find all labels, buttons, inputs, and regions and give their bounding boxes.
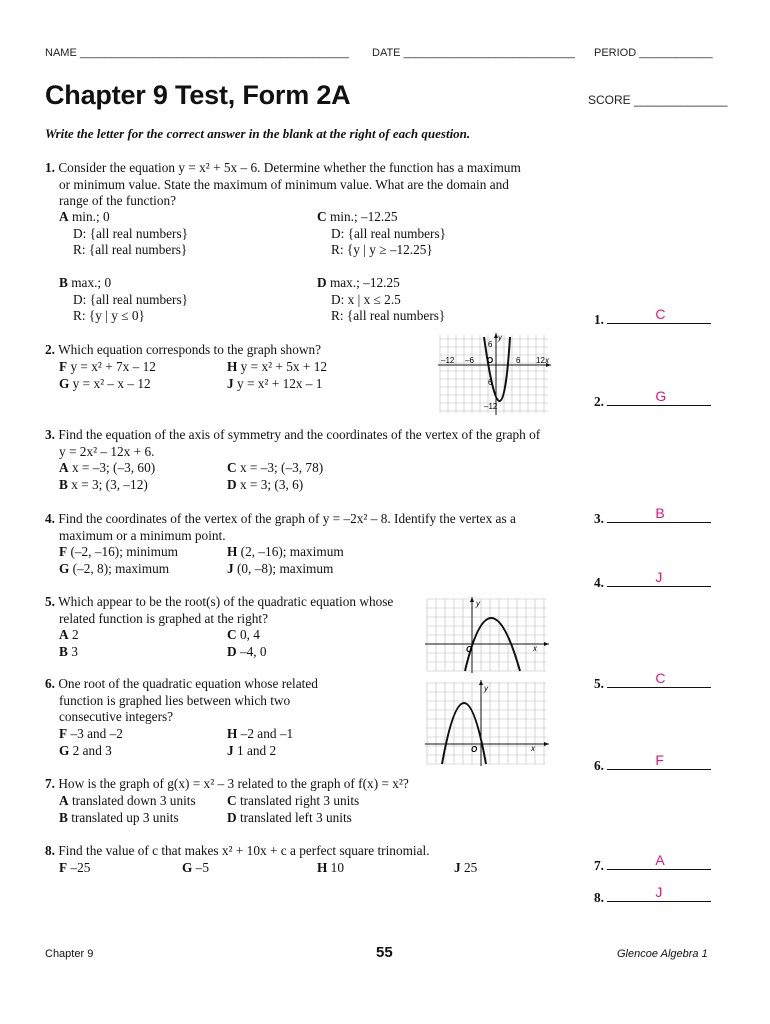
answer-letter: A — [655, 852, 665, 868]
question-2: 2. Which equation corresponds to the graph shown? — [45, 342, 321, 357]
period-field: PERIOD ____________ — [594, 47, 713, 59]
origin-label: O — [487, 356, 494, 365]
question-3: 3. Find the equation of the axis of symmetry and the coordinates of the vertex of the graph of y = 2x² – 12x + 6. — [45, 427, 541, 459]
option-4f: F (–2, –16); minimum — [59, 544, 178, 559]
q2-graph — [438, 333, 553, 415]
option-4g: G (–2, 8); maximum — [59, 561, 170, 576]
option-8h: H 10 — [317, 860, 344, 875]
page-title: Chapter 9 Test, Form 2A — [45, 80, 351, 110]
answer-blank-1[interactable]: 1. C — [594, 310, 711, 328]
q5-graph — [425, 597, 550, 673]
option-5b: B 3 — [59, 644, 78, 659]
option-2h: H y = x² + 5x + 12 — [227, 359, 327, 374]
option-6g: G 2 and 3 — [59, 743, 112, 758]
date-field: DATE ____________________________ — [372, 47, 575, 59]
tick-label: 6 — [516, 356, 521, 365]
answer-letter: J — [655, 569, 663, 585]
y-label: y — [498, 333, 502, 342]
option-7c: C translated right 3 units — [227, 793, 360, 808]
answer-blank-4[interactable]: 4. J — [594, 573, 711, 591]
option-3a: A x = –3; (–3, 60) — [59, 460, 156, 475]
page-number: 55 — [376, 944, 393, 961]
question-1: 1. Consider the equation y = x² + 5x – 6. Determine whether the function has a maximum or minimum value. State the maximum of minimum value. What are the domain and range of the function? — [45, 160, 521, 208]
y-label: y — [484, 684, 488, 693]
x-label: x — [545, 356, 549, 365]
question-8: 8. Find the value of c that makes x² + 10x + c a perfect square trinomial. — [45, 843, 430, 858]
answer-letter: C — [655, 670, 666, 686]
name-field: NAME ____________________________________________ — [45, 47, 350, 59]
x-label: x — [533, 644, 537, 653]
tick-label: 12 — [536, 356, 545, 365]
question-7: 7. How is the graph of g(x) = x² – 3 related to the graph of f(x) = x²? — [45, 776, 409, 791]
tick-label: 6 — [488, 378, 493, 387]
option-5d: D –4, 0 — [227, 644, 267, 659]
option-4h: H (2, –16); maximum — [227, 544, 344, 559]
option-7b: B translated up 3 units — [59, 810, 179, 825]
answer-letter: F — [655, 752, 664, 768]
footer-chapter: Chapter 9 — [45, 948, 94, 960]
tick-label: –12 — [441, 356, 455, 365]
answer-letter: G — [655, 388, 667, 404]
option-8f: F –25 — [59, 860, 91, 875]
option-7d: D translated left 3 units — [227, 810, 352, 825]
instructions: Write the letter for the correct answer in the blank at the right of each question. — [45, 126, 471, 141]
option-6j: J 1 and 2 — [227, 743, 277, 758]
x-label: x — [531, 744, 535, 753]
tick-label: –12 — [484, 402, 498, 411]
option-3b: B x = 3; (3, –12) — [59, 477, 148, 492]
answer-letter: C — [655, 306, 666, 322]
footer-book: Glencoe Algebra 1 — [617, 948, 708, 960]
option-7a: A translated down 3 units — [59, 793, 196, 808]
score-field: SCORE ______________ — [588, 93, 728, 107]
q6-graph — [425, 680, 550, 766]
answer-blank-5[interactable]: 5. C — [594, 674, 711, 692]
option-6h: H –2 and –1 — [227, 726, 294, 741]
option-8j: J 25 — [454, 860, 478, 875]
option-5a: A 2 — [59, 627, 79, 642]
answer-blank-3[interactable]: 3. B — [594, 509, 711, 527]
answer-letter: J — [655, 884, 663, 900]
option-1d: D max.; –12.25 D: x | x ≤ 2.5 R: {all real numbers} — [317, 275, 446, 323]
origin-label: O — [471, 745, 478, 754]
option-6f: F –3 and –2 — [59, 726, 123, 741]
option-5c: C 0, 4 — [227, 627, 260, 642]
answer-blank-2[interactable]: 2. G — [594, 392, 711, 410]
answer-blank-7[interactable]: 7. A — [594, 856, 711, 874]
question-4: 4. Find the coordinates of the vertex of the graph of y = –2x² – 8. Identify the vertex as a maximum or a minimum point. — [45, 511, 516, 543]
option-1b: B max.; 0 D: {all real numbers} R: {y | y ≤ 0} — [59, 275, 189, 323]
option-2g: G y = x² – x – 12 — [59, 376, 151, 391]
option-2j: J y = x² + 12x – 1 — [227, 376, 323, 391]
answer-blank-6[interactable]: 6. F — [594, 756, 711, 774]
option-3c: C x = –3; (–3, 78) — [227, 460, 324, 475]
y-label: y — [476, 599, 480, 608]
answer-letter: B — [655, 505, 665, 521]
option-4j: J (0, –8); maximum — [227, 561, 334, 576]
origin-label: O — [466, 645, 473, 654]
option-2f: F y = x² + 7x – 12 — [59, 359, 156, 374]
question-5: 5. Which appear to be the root(s) of the quadratic equation whose related function is graphed at the right? — [45, 594, 394, 626]
option-1c: C min.; –12.25 D: {all real numbers} R: {y | y ≥ –12.25} — [317, 209, 447, 257]
question-6: 6. One root of the quadratic equation whose related function is graphed lies between which two consecutive integers? — [45, 676, 318, 724]
answer-blank-8[interactable]: 8. J — [594, 888, 711, 906]
option-3d: D x = 3; (3, 6) — [227, 477, 304, 492]
tick-label: –6 — [465, 356, 474, 365]
tick-label: 6 — [488, 340, 493, 349]
option-1a: A min.; 0 D: {all real numbers} R: {all real numbers} — [59, 209, 189, 257]
option-8g: G –5 — [182, 860, 209, 875]
